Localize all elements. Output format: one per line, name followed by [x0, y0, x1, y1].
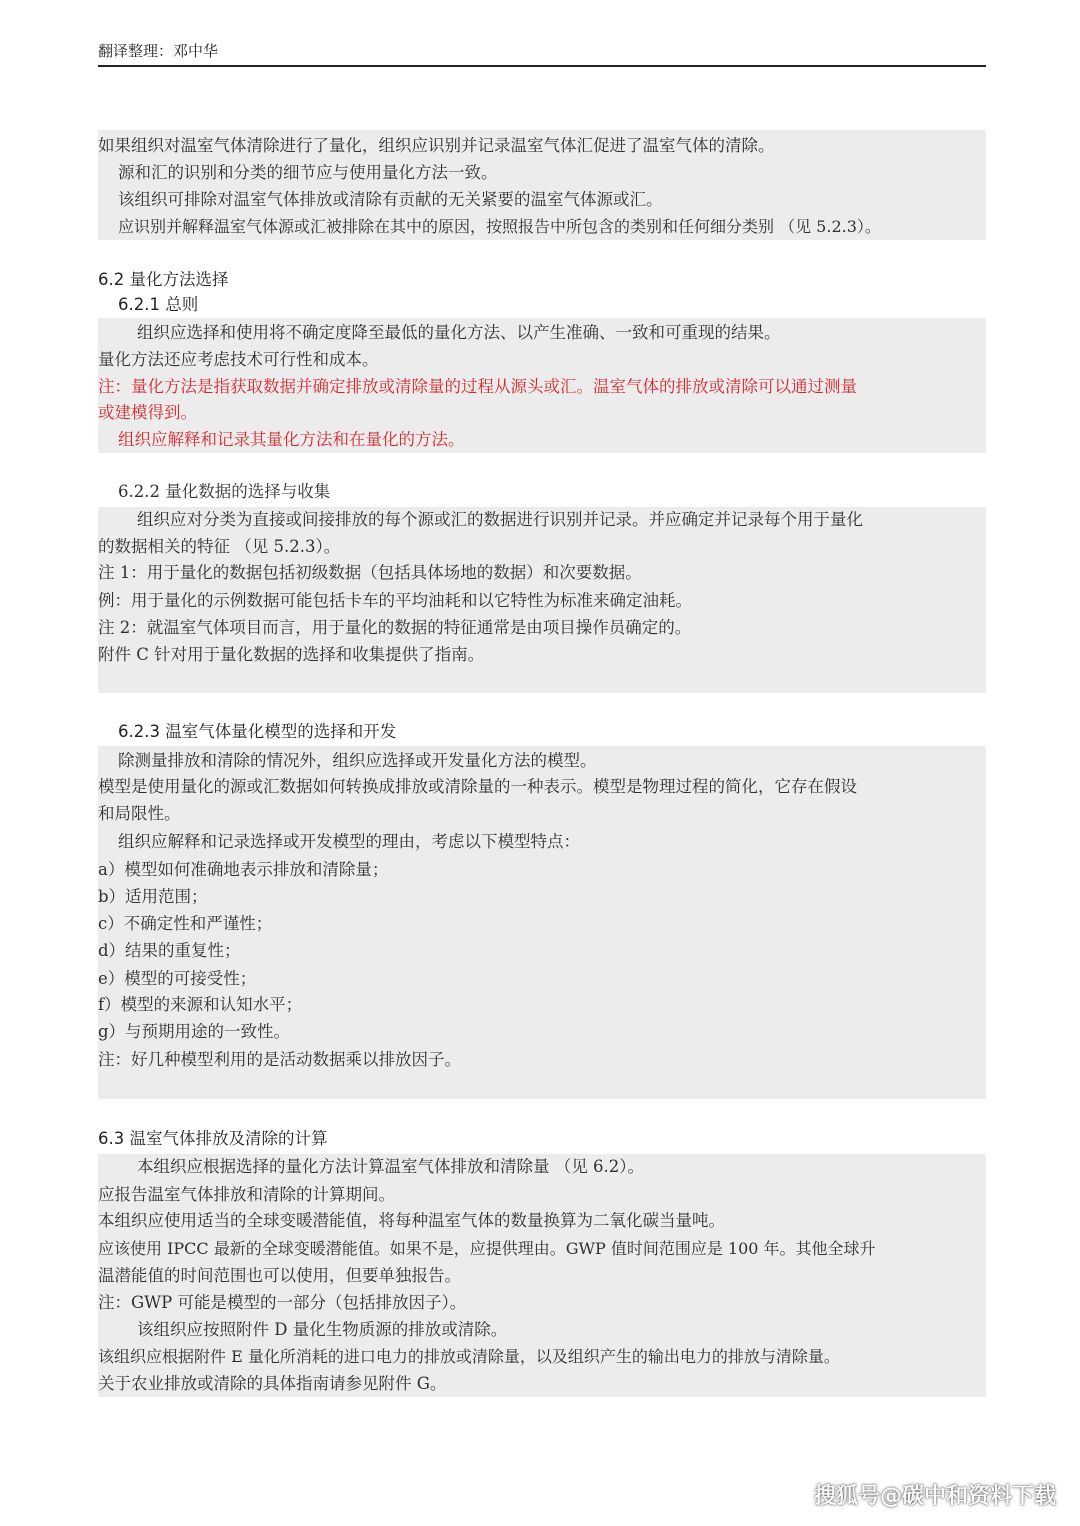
watermark: 搜狐号@碳中和资料下载 [813, 1484, 1056, 1509]
subsection-heading-6-2-3: 6.2.3 温室气体量化模型的选择和开发 [118, 722, 397, 741]
model-line-2: 模型是使用量化的源或汇数据如何转换成排放或清除量的一种表示。模型是物理过程的简化，它存在假设 [98, 777, 857, 796]
general-line-1: 组织应选择和使用将不确定度降至最低的量化方法、以产生准确、一致和可重现的结果。 [137, 323, 781, 342]
calc-line-8: 该组织应根据附件 E 量化所消耗的进口电力的排放或清除量，以及组织产生的输出电力的排放与清除量。 [98, 1347, 840, 1366]
model-item-f: f）模型的来源和认知水平； [98, 995, 303, 1014]
model-item-b: b）适用范围； [98, 887, 208, 906]
model-note: 注：好几种模型利用的是活动数据乘以排放因子。 [98, 1050, 461, 1069]
data-line-6: 附件 C 针对用于量化数据的选择和收集提供了指南。 [98, 645, 485, 664]
note-red-line-1: 注：量化方法是指获取数据并确定排放或清除量的过程从源头或汇。温室气体的排放或清除可以通过测量 [98, 377, 857, 396]
note-red-line-2: 或建模得到。 [98, 403, 197, 422]
data-line-1: 组织应对分类为直接或间接排放的每个源或汇的数据进行识别并记录。并应确定并记录每个用于量化 [137, 510, 863, 529]
calc-line-9: 关于农业排放或清除的具体指南请参见附件 G。 [98, 1374, 447, 1393]
calc-line-4: 应该使用 IPCC 最新的全球变暖潜能值。如果不是，应提供理由。GWP 值时间范围应是 100 年。其他全球升 [98, 1239, 876, 1258]
intro-line-2: 源和汇的识别和分类的细节应与使用量化方法一致。 [118, 163, 498, 182]
calc-line-6: 注：GWP 可能是模型的一部分（包括排放因子）。 [98, 1293, 467, 1312]
subsection-heading-6-2-1: 6.2.1 总则 [118, 295, 199, 314]
data-line-4: 例：用于量化的示例数据可能包括卡车的平均油耗和以它特性为标准来确定油耗。 [98, 591, 692, 610]
model-item-g: g）与预期用途的一致性。 [98, 1022, 291, 1041]
section-heading-6-2: 6.2 量化方法选择 [98, 270, 229, 289]
model-line-1: 除测量排放和清除的情况外，组织应选择或开发量化方法的模型。 [118, 751, 597, 770]
model-item-e: e）模型的可接受性； [98, 969, 257, 988]
header-rule [98, 65, 986, 67]
model-line-3: 和局限性。 [98, 804, 181, 823]
subsection-heading-6-2-2: 6.2.2 量化数据的选择与收集 [118, 482, 331, 501]
model-item-c: c）不确定性和严谨性； [98, 914, 273, 933]
intro-line-3: 该组织可排除对温室气体排放或清除有贡献的无关紧要的温室气体源或汇。 [118, 190, 663, 209]
intro-line-4: 应识别并解释温室气体源或汇被排除在其中的原因，按照报告中所包含的类别和任何细分类别 （见 5.2.3）。 [118, 217, 881, 236]
calc-line-2: 应报告温室气体排放和清除的计算期间。 [98, 1185, 395, 1204]
calc-line-3: 本组织应使用适当的全球变暖潜能值，将每种温室气体的数量换算为二氧化碳当量吨。 [98, 1211, 725, 1230]
note-red-line-3: 组织应解释和记录其量化方法和在量化的方法。 [118, 430, 465, 449]
data-line-2: 的数据相关的特征 （见 5.2.3）。 [98, 537, 341, 556]
page-header: 翻译整理：邓中华 [98, 42, 219, 60]
model-line-4: 组织应解释和记录选择或开发模型的理由，考虑以下模型特点： [118, 832, 580, 851]
model-item-a: a）模型如何准确地表示排放和清除量； [98, 860, 389, 879]
calc-line-7: 该组织应按照附件 D 量化生物质源的排放或清除。 [137, 1320, 508, 1339]
data-line-3: 注 1：用于量化的数据包括初级数据（包括具体场地的数据）和次要数据。 [98, 563, 642, 582]
model-item-d: d）结果的重复性； [98, 941, 241, 960]
calc-line-5: 温潜能值的时间范围也可以使用，但要单独报告。 [98, 1266, 461, 1285]
section-heading-6-3: 6.3 温室气体排放及清除的计算 [98, 1129, 328, 1148]
general-line-2: 量化方法还应考虑技术可行性和成本。 [98, 350, 379, 369]
calc-line-1: 本组织应根据选择的量化方法计算温室气体排放和清除量 （见 6.2）。 [137, 1157, 644, 1176]
intro-line-1: 如果组织对温室气体清除进行了量化，组织应识别并记录温室气体汇促进了温室气体的清除。 [98, 136, 775, 155]
data-line-5: 注 2：就温室气体项目而言，用于量化的数据的特征通常是由项目操作员确定的。 [98, 618, 692, 637]
